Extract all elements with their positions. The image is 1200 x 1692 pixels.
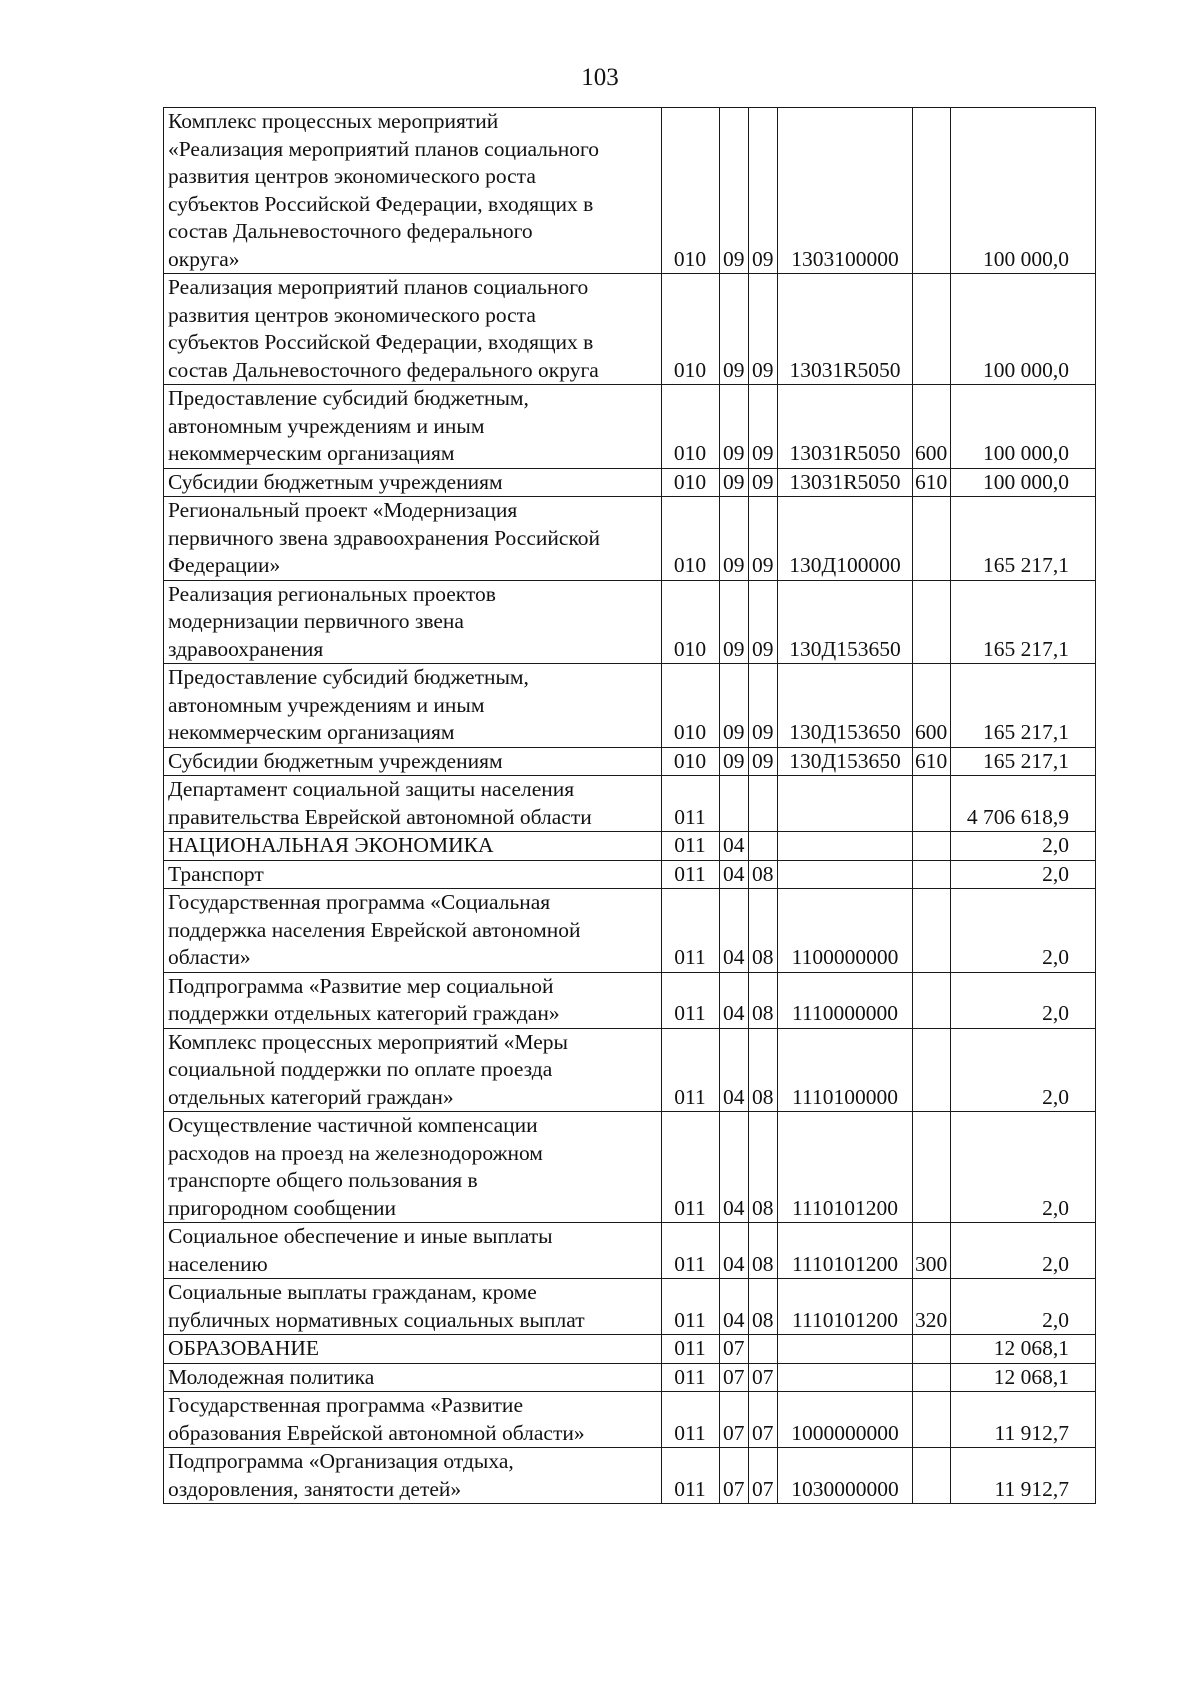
item-name-cell bbox=[164, 1028, 662, 1112]
item-name-line: Департамент социальной защиты населения bbox=[168, 777, 575, 801]
item-name-line: некоммерческим организациям bbox=[168, 441, 455, 465]
section-code-cell: 07 bbox=[720, 1363, 749, 1392]
item-name-line: Предоставление субсидий бюджетным, bbox=[168, 665, 529, 689]
item-name-line: некоммерческим организациям bbox=[168, 720, 455, 744]
expense-type-cell bbox=[913, 1363, 951, 1392]
budget-table bbox=[163, 107, 1096, 1504]
item-name-line: Подпрограмма «Организация отдыха, bbox=[168, 1449, 514, 1473]
item-name-line: Реализация мероприятий планов социального bbox=[168, 275, 589, 299]
target-article-cell: 1303100000 bbox=[778, 108, 913, 274]
item-name-line: Региональный проект «Модернизация bbox=[168, 498, 518, 522]
item-name-line: Субсидии бюджетным учреждениям bbox=[168, 748, 503, 773]
item-name-line: Федерации» bbox=[168, 553, 281, 577]
table-row bbox=[164, 274, 1096, 385]
admin-code-cell: 010 bbox=[662, 497, 720, 581]
sum-cell: 165 217,1 bbox=[951, 497, 1096, 581]
section-code-cell: 09 bbox=[720, 468, 749, 497]
item-name-cell bbox=[164, 580, 662, 664]
section-code-cell: 09 bbox=[720, 664, 749, 748]
item-name-cell bbox=[164, 776, 662, 832]
admin-code-cell: 011 bbox=[662, 860, 720, 889]
sum-cell: 165 217,1 bbox=[951, 580, 1096, 664]
target-article-cell: 1110101200 bbox=[778, 1223, 913, 1279]
target-article-cell bbox=[778, 1363, 913, 1392]
item-name-line: субъектов Российской Федерации, входящих в bbox=[168, 330, 594, 354]
item-name-line: субъектов Российской Федерации, входящих в bbox=[168, 191, 594, 216]
sum-cell: 2,0 bbox=[951, 832, 1096, 861]
section-code-cell: 04 bbox=[720, 1223, 749, 1279]
table-row bbox=[164, 497, 1096, 581]
sum-cell: 2,0 bbox=[951, 889, 1096, 973]
item-name-line: первичного звена здравоохранения Российской bbox=[168, 525, 601, 550]
item-name-line: публичных нормативных социальных выплат bbox=[168, 1307, 585, 1332]
sum-cell: 11 912,7 bbox=[951, 1448, 1096, 1504]
table-row bbox=[164, 108, 1096, 274]
table-row bbox=[164, 1335, 1096, 1364]
section-code-cell: 09 bbox=[720, 274, 749, 385]
section-code-cell: 04 bbox=[720, 1279, 749, 1335]
table-row bbox=[164, 1279, 1096, 1335]
expense-type-cell: 610 bbox=[913, 468, 951, 497]
table-row bbox=[164, 972, 1096, 1028]
expense-type-cell bbox=[913, 108, 951, 274]
target-article-cell: 1110000000 bbox=[778, 972, 913, 1028]
subsection-code-cell: 09 bbox=[749, 747, 778, 776]
admin-code-cell: 010 bbox=[662, 274, 720, 385]
expense-type-cell bbox=[913, 832, 951, 861]
item-name-line: отдельных категорий граждан» bbox=[168, 1084, 454, 1109]
item-name-line: правительства Еврейской автономной области bbox=[168, 804, 592, 829]
item-name-line: транспорте общего пользования в bbox=[168, 1168, 478, 1192]
item-name-cell bbox=[164, 1335, 662, 1364]
admin-code-cell: 010 bbox=[662, 664, 720, 748]
section-code-cell: 04 bbox=[720, 860, 749, 889]
item-name-cell bbox=[164, 664, 662, 748]
target-article-cell: 1100000000 bbox=[778, 889, 913, 973]
item-name-line: оздоровления, занятости детей» bbox=[168, 1476, 462, 1501]
sum-cell: 100 000,0 bbox=[951, 274, 1096, 385]
item-name-line: автономным учреждениям и иным bbox=[168, 692, 485, 717]
subsection-code-cell: 09 bbox=[749, 468, 778, 497]
admin-code-cell: 011 bbox=[662, 972, 720, 1028]
item-name-line: ОБРАЗОВАНИЕ bbox=[168, 1336, 320, 1360]
section-code-cell: 04 bbox=[720, 972, 749, 1028]
subsection-code-cell: 09 bbox=[749, 497, 778, 581]
item-name-line: расходов на проезд на железнодорожном bbox=[168, 1140, 543, 1165]
sum-cell: 2,0 bbox=[951, 1223, 1096, 1279]
subsection-code-cell: 08 bbox=[749, 889, 778, 973]
expense-type-cell bbox=[913, 1448, 951, 1504]
item-name-line: поддержки отдельных категорий граждан» bbox=[168, 1001, 560, 1025]
section-code-cell: 09 bbox=[720, 580, 749, 664]
item-name-line: Комплекс процессных мероприятий bbox=[168, 109, 499, 133]
expense-type-cell bbox=[913, 776, 951, 832]
admin-code-cell: 011 bbox=[662, 776, 720, 832]
sum-cell: 2,0 bbox=[951, 1279, 1096, 1335]
admin-code-cell: 011 bbox=[662, 1223, 720, 1279]
item-name-line: Государственная программа «Развитие bbox=[168, 1393, 523, 1417]
section-code-cell: 09 bbox=[720, 497, 749, 581]
table-row bbox=[164, 1363, 1096, 1392]
admin-code-cell: 010 bbox=[662, 580, 720, 664]
expense-type-cell: 320 bbox=[913, 1279, 951, 1335]
table-row bbox=[164, 664, 1096, 748]
table-body bbox=[164, 108, 1096, 1504]
target-article-cell: 130Д153650 bbox=[778, 747, 913, 776]
target-article-cell: 1030000000 bbox=[778, 1448, 913, 1504]
page-number: 103 bbox=[581, 64, 619, 91]
sum-cell: 100 000,0 bbox=[951, 468, 1096, 497]
item-name-line: Транспорт bbox=[168, 861, 264, 886]
item-name-line: развития центров экономического роста bbox=[168, 164, 536, 188]
section-code-cell: 07 bbox=[720, 1392, 749, 1448]
expense-type-cell bbox=[913, 860, 951, 889]
target-article-cell bbox=[778, 1335, 913, 1364]
subsection-code-cell: 08 bbox=[749, 860, 778, 889]
table-row bbox=[164, 860, 1096, 889]
item-name-cell bbox=[164, 274, 662, 385]
target-article-cell: 13031R5050 bbox=[778, 468, 913, 497]
section-code-cell: 04 bbox=[720, 832, 749, 861]
sum-cell: 165 217,1 bbox=[951, 747, 1096, 776]
item-name-line: Молодежная политика bbox=[168, 1364, 375, 1389]
expense-type-cell: 600 bbox=[913, 664, 951, 748]
section-code-cell: 07 bbox=[720, 1335, 749, 1364]
item-name-cell bbox=[164, 860, 662, 889]
target-article-cell bbox=[778, 776, 913, 832]
item-name-line: Реализация региональных проектов bbox=[168, 581, 496, 606]
table-row bbox=[164, 1392, 1096, 1448]
subsection-code-cell bbox=[749, 776, 778, 832]
target-article-cell: 13031R5050 bbox=[778, 385, 913, 469]
table-row bbox=[164, 468, 1096, 497]
item-name-cell bbox=[164, 889, 662, 973]
admin-code-cell: 011 bbox=[662, 1448, 720, 1504]
admin-code-cell: 010 bbox=[662, 108, 720, 274]
expense-type-cell bbox=[913, 1392, 951, 1448]
admin-code-cell: 011 bbox=[662, 1335, 720, 1364]
item-name-line: здравоохранения bbox=[168, 636, 324, 661]
sum-cell: 2,0 bbox=[951, 1028, 1096, 1112]
expense-type-cell bbox=[913, 497, 951, 581]
admin-code-cell: 011 bbox=[662, 1363, 720, 1392]
item-name-line: Комплекс процессных мероприятий «Меры bbox=[168, 1029, 568, 1054]
subsection-code-cell: 08 bbox=[749, 1028, 778, 1112]
expense-type-cell bbox=[913, 274, 951, 385]
item-name-line: области» bbox=[168, 945, 251, 969]
item-name-line: Социальные выплаты гражданам, кроме bbox=[168, 1280, 537, 1304]
item-name-cell bbox=[164, 1223, 662, 1279]
subsection-code-cell: 09 bbox=[749, 274, 778, 385]
admin-code-cell: 011 bbox=[662, 1392, 720, 1448]
item-name-cell bbox=[164, 972, 662, 1028]
subsection-code-cell: 08 bbox=[749, 972, 778, 1028]
item-name-cell bbox=[164, 1279, 662, 1335]
target-article-cell: 130Д153650 bbox=[778, 664, 913, 748]
item-name-line: Государственная программа «Социальная bbox=[168, 890, 551, 914]
item-name-line: Подпрограмма «Развитие мер социальной bbox=[168, 973, 554, 998]
table-row bbox=[164, 776, 1096, 832]
subsection-code-cell: 07 bbox=[749, 1392, 778, 1448]
item-name-line: пригородном сообщении bbox=[168, 1195, 397, 1220]
section-code-cell: 04 bbox=[720, 1112, 749, 1223]
table-row bbox=[164, 747, 1096, 776]
item-name-line: состав Дальневосточного федерального bbox=[168, 219, 533, 243]
item-name-cell bbox=[164, 468, 662, 497]
subsection-code-cell: 09 bbox=[749, 385, 778, 469]
sum-cell: 100 000,0 bbox=[951, 108, 1096, 274]
admin-code-cell: 011 bbox=[662, 832, 720, 861]
item-name-line: автономным учреждениям и иным bbox=[168, 413, 485, 438]
sum-cell: 12 068,1 bbox=[951, 1363, 1096, 1392]
expense-type-cell bbox=[913, 580, 951, 664]
item-name-line: НАЦИОНАЛЬНАЯ ЭКОНОМИКА bbox=[168, 833, 494, 857]
subsection-code-cell: 07 bbox=[749, 1448, 778, 1504]
subsection-code-cell: 08 bbox=[749, 1112, 778, 1223]
target-article-cell bbox=[778, 860, 913, 889]
admin-code-cell: 011 bbox=[662, 1028, 720, 1112]
item-name-cell bbox=[164, 385, 662, 469]
sum-cell: 11 912,7 bbox=[951, 1392, 1096, 1448]
table-row bbox=[164, 1112, 1096, 1223]
target-article-cell: 13031R5050 bbox=[778, 274, 913, 385]
target-article-cell: 1110101200 bbox=[778, 1279, 913, 1335]
expense-type-cell bbox=[913, 972, 951, 1028]
target-article-cell bbox=[778, 832, 913, 861]
sum-cell: 12 068,1 bbox=[951, 1335, 1096, 1364]
expense-type-cell: 300 bbox=[913, 1223, 951, 1279]
expense-type-cell: 610 bbox=[913, 747, 951, 776]
subsection-code-cell: 07 bbox=[749, 1363, 778, 1392]
table-row bbox=[164, 385, 1096, 469]
subsection-code-cell bbox=[749, 1335, 778, 1364]
item-name-line: поддержка населения Еврейской автономной bbox=[168, 917, 581, 942]
item-name-line: Предоставление субсидий бюджетным, bbox=[168, 386, 529, 410]
section-code-cell: 09 bbox=[720, 108, 749, 274]
sum-cell: 2,0 bbox=[951, 972, 1096, 1028]
subsection-code-cell: 09 bbox=[749, 108, 778, 274]
item-name-line: Субсидии бюджетным учреждениям bbox=[168, 469, 503, 494]
subsection-code-cell: 08 bbox=[749, 1223, 778, 1279]
admin-code-cell: 011 bbox=[662, 1112, 720, 1223]
table-row bbox=[164, 580, 1096, 664]
admin-code-cell: 010 bbox=[662, 385, 720, 469]
item-name-line: округа» bbox=[168, 246, 240, 271]
table-row bbox=[164, 1028, 1096, 1112]
expense-type-cell: 600 bbox=[913, 385, 951, 469]
item-name-line: Социальное обеспечение и иные выплаты bbox=[168, 1224, 553, 1248]
target-article-cell: 1110100000 bbox=[778, 1028, 913, 1112]
item-name-line: населению bbox=[168, 1251, 268, 1276]
item-name-line: социальной поддержки по оплате проезда bbox=[168, 1057, 553, 1081]
subsection-code-cell: 09 bbox=[749, 664, 778, 748]
item-name-cell bbox=[164, 108, 662, 274]
target-article-cell: 130Д153650 bbox=[778, 580, 913, 664]
subsection-code-cell: 09 bbox=[749, 580, 778, 664]
target-article-cell: 1110101200 bbox=[778, 1112, 913, 1223]
item-name-line: Осуществление частичной компенсации bbox=[168, 1113, 538, 1137]
sum-cell: 4 706 618,9 bbox=[951, 776, 1096, 832]
target-article-cell: 1000000000 bbox=[778, 1392, 913, 1448]
item-name-line: образования Еврейской автономной области» bbox=[168, 1420, 585, 1445]
item-name-cell bbox=[164, 1363, 662, 1392]
item-name-line: модернизации первичного звена bbox=[168, 609, 464, 633]
expense-type-cell bbox=[913, 889, 951, 973]
item-name-cell bbox=[164, 1448, 662, 1504]
section-code-cell: 04 bbox=[720, 1028, 749, 1112]
admin-code-cell: 011 bbox=[662, 1279, 720, 1335]
table-row bbox=[164, 889, 1096, 973]
sum-cell: 2,0 bbox=[951, 1112, 1096, 1223]
item-name-cell bbox=[164, 747, 662, 776]
item-name-cell bbox=[164, 1112, 662, 1223]
expense-type-cell bbox=[913, 1112, 951, 1223]
table-row bbox=[164, 1223, 1096, 1279]
section-code-cell: 07 bbox=[720, 1448, 749, 1504]
table-row bbox=[164, 1448, 1096, 1504]
sum-cell: 100 000,0 bbox=[951, 385, 1096, 469]
item-name-cell bbox=[164, 1392, 662, 1448]
sum-cell: 165 217,1 bbox=[951, 664, 1096, 748]
expense-type-cell bbox=[913, 1335, 951, 1364]
sum-cell: 2,0 bbox=[951, 860, 1096, 889]
section-code-cell: 04 bbox=[720, 889, 749, 973]
section-code-cell: 09 bbox=[720, 747, 749, 776]
section-code-cell bbox=[720, 776, 749, 832]
table-row bbox=[164, 832, 1096, 861]
section-code-cell: 09 bbox=[720, 385, 749, 469]
subsection-code-cell: 08 bbox=[749, 1279, 778, 1335]
expense-type-cell bbox=[913, 1028, 951, 1112]
item-name-cell bbox=[164, 832, 662, 861]
item-name-line: развития центров экономического роста bbox=[168, 302, 536, 327]
admin-code-cell: 011 bbox=[662, 889, 720, 973]
admin-code-cell: 010 bbox=[662, 468, 720, 497]
item-name-line: «Реализация мероприятий планов социального bbox=[168, 136, 600, 161]
admin-code-cell: 010 bbox=[662, 747, 720, 776]
subsection-code-cell bbox=[749, 832, 778, 861]
item-name-line: состав Дальневосточного федерального округа bbox=[168, 357, 599, 382]
item-name-cell bbox=[164, 497, 662, 581]
target-article-cell: 130Д100000 bbox=[778, 497, 913, 581]
